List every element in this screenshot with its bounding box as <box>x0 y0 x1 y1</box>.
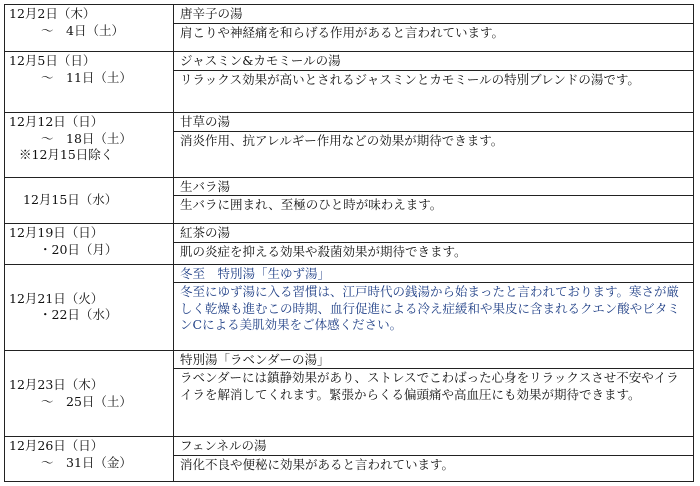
bath-description: 肩こりや神経痛を和らげる作用があると言われています。 <box>180 24 505 40</box>
date-end: ～ 18日（土） <box>41 130 132 146</box>
bath-description: リラックス効果が高いとされるジャスミンとカモミールの特別ブレンドの湯です。 <box>180 71 640 87</box>
bath-title: 紅茶の湯 <box>174 225 693 243</box>
bath-description: 肌の炎症を抑える効果や殺菌効果が期待できます。 <box>180 243 467 259</box>
date-start: 12月15日（水） <box>23 192 118 208</box>
bath-title: フェンネルの湯 <box>174 438 693 456</box>
bath-description: 冬至にゆず湯に入る習慣は、江戸時代の銭湯から始まったと言われております。寒さが厳しく乾燥も進むこの時期、血行促進による冷え症緩和や果皮に含まれるクエン酸やビタミンCによる美肌効果をご体感ください。 <box>180 284 680 333</box>
description-cell <box>174 264 694 350</box>
description-cell <box>174 437 694 482</box>
description-cell <box>174 113 694 178</box>
bath-schedule-table <box>4 4 694 482</box>
date-end: ・22日（水） <box>39 307 118 323</box>
date-end: ～ 4日（土） <box>41 22 124 38</box>
description-cell <box>174 224 694 264</box>
bath-description: 消化不良や便秘に効果があると言われています。 <box>180 456 455 472</box>
bath-title: 甘草の湯 <box>174 114 693 132</box>
table-row <box>5 113 694 178</box>
date-cell <box>5 264 174 350</box>
date-cell <box>5 113 174 178</box>
date-end: ・20日（月） <box>39 241 118 257</box>
description-cell <box>174 350 694 437</box>
date-start: 12月21日（火） <box>9 290 104 306</box>
description-cell <box>174 177 694 223</box>
date-start: 12月19日（日） <box>9 225 104 241</box>
table-row <box>5 52 694 113</box>
bath-title: ジャスミン&カモミールの湯 <box>174 53 693 71</box>
date-cell <box>5 177 174 223</box>
table-row <box>5 264 694 350</box>
date-cell <box>5 350 174 437</box>
date-start: 12月26日（日） <box>9 438 104 454</box>
date-end: ～ 11日（土） <box>41 69 132 85</box>
bath-description: 消炎作用、抗アレルギー作用などの効果が期待できます。 <box>180 132 504 148</box>
date-end: ～ 25日（土） <box>41 393 132 409</box>
table-row <box>5 177 694 223</box>
table-row <box>5 224 694 264</box>
table-row <box>5 5 694 52</box>
bath-title: 特別湯「ラベンダーの湯」 <box>174 352 693 370</box>
description-cell <box>174 5 694 52</box>
date-start: 12月2日（木） <box>9 6 96 21</box>
bath-description: 生バラに囲まれ、至極のひと時が味わえます。 <box>180 197 443 213</box>
date-cell <box>5 437 174 482</box>
date-note: ※12月15日除く <box>19 147 114 163</box>
bath-description: ラベンダーには鎮静効果があり、ストレスでこわばった心身をリラックスさせ不安やイライラを解消してくれます。緊張からくる偏頭痛や高血圧にも効果が期待できます。 <box>180 370 679 402</box>
table-row <box>5 350 694 437</box>
bath-title: 生バラ湯 <box>174 179 693 197</box>
date-end: ～ 31日（金） <box>41 454 132 470</box>
date-cell <box>5 5 174 52</box>
date-start: 12月5日（日） <box>9 53 96 69</box>
date-start: 12月23日（木） <box>9 377 104 393</box>
date-cell <box>5 224 174 264</box>
bath-title: 唐辛子の湯 <box>174 6 693 24</box>
bath-title: 冬至 特別湯「生ゆず湯」 <box>174 266 693 284</box>
date-start: 12月12日（日） <box>9 114 104 130</box>
date-cell <box>5 52 174 113</box>
description-cell <box>174 52 694 113</box>
table-row <box>5 437 694 482</box>
